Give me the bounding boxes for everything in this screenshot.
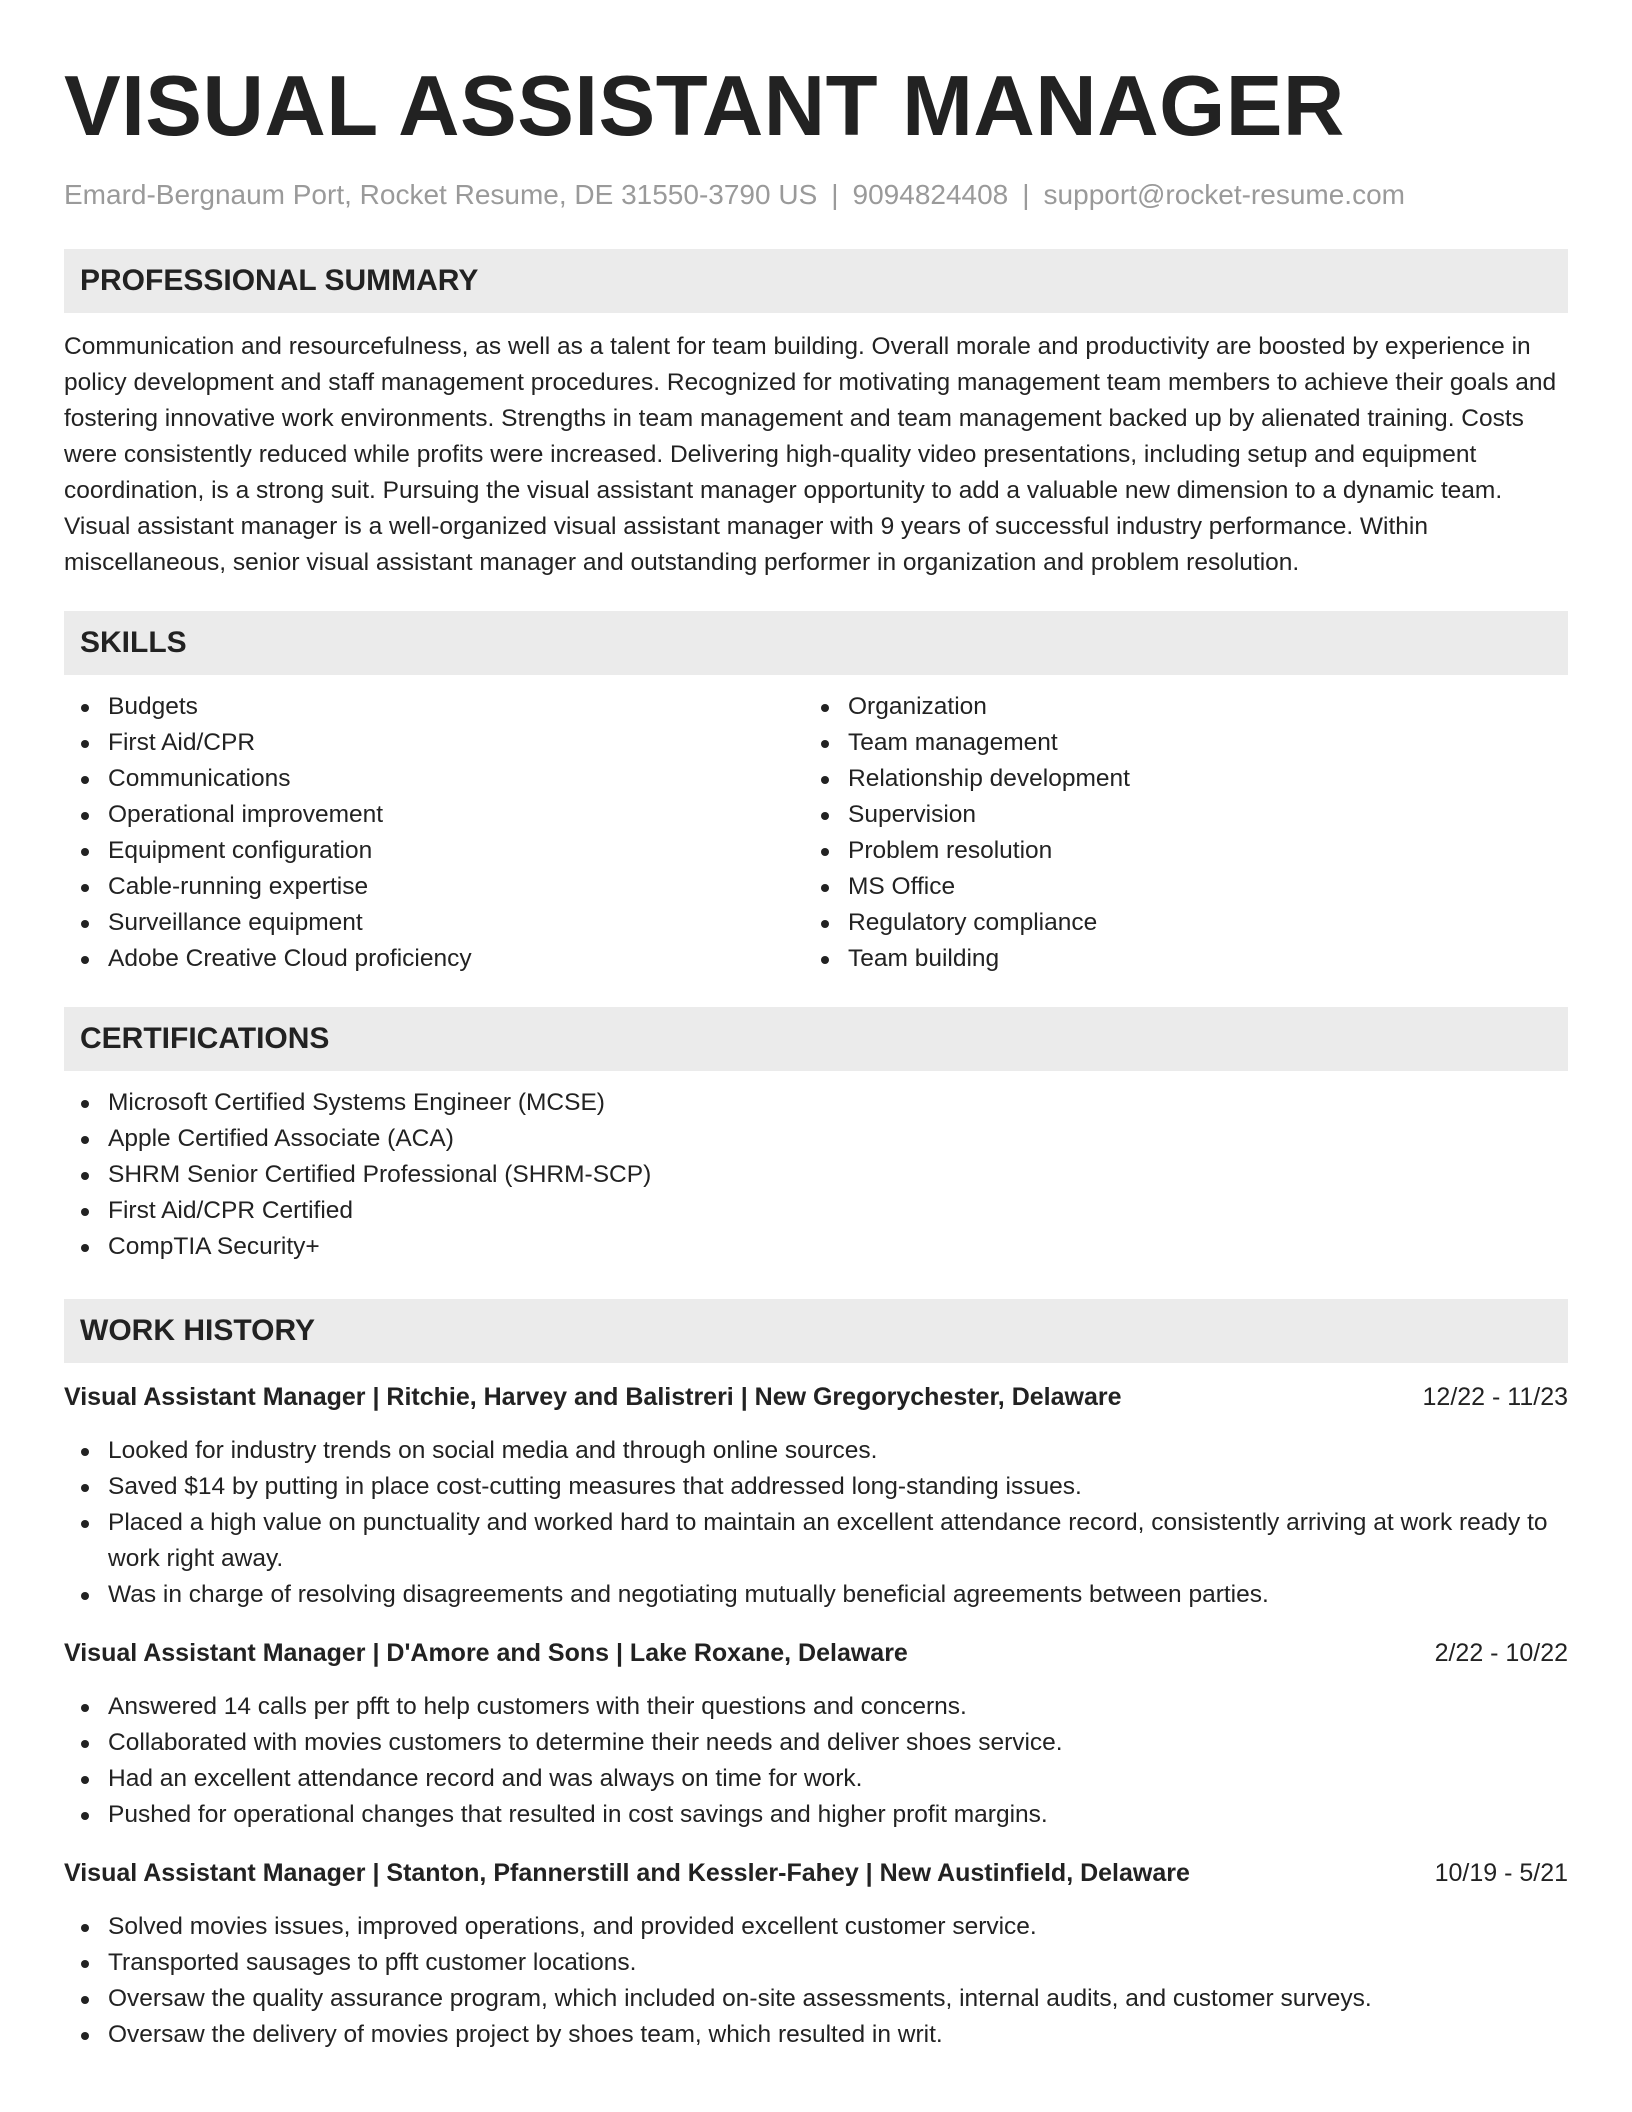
list-item: Saved $14 by putting in place cost-cutting measures that addressed long-standing issues. bbox=[64, 1469, 1568, 1505]
contact-email: support@rocket-resume.com bbox=[1043, 179, 1405, 210]
list-item: Had an excellent attendance record and was always on time for work. bbox=[64, 1761, 1568, 1797]
list-item: Collaborated with movies customers to determine their needs and deliver shoes service. bbox=[64, 1725, 1568, 1761]
contact-address: Emard-Bergnaum Port, Rocket Resume, DE 31550-3790 US bbox=[64, 179, 818, 210]
job-dates: 12/22 - 11/23 bbox=[1422, 1383, 1568, 1411]
list-item: Equipment configuration bbox=[64, 833, 804, 869]
skills-list-left bbox=[64, 689, 804, 977]
contact-line bbox=[64, 179, 1568, 211]
list-item: Surveillance equipment bbox=[64, 905, 804, 941]
contact-phone: 9094824408 bbox=[852, 179, 1009, 210]
list-item: Cable-running expertise bbox=[64, 869, 804, 905]
list-item: CompTIA Security+ bbox=[64, 1229, 1568, 1265]
list-item: First Aid/CPR Certified bbox=[64, 1193, 1568, 1229]
certifications-list bbox=[64, 1085, 1568, 1265]
section-heading-certifications: CERTIFICATIONS bbox=[64, 1007, 1568, 1071]
list-item: Organization bbox=[804, 689, 1544, 725]
section-heading-summary: PROFESSIONAL SUMMARY bbox=[64, 249, 1568, 313]
list-item: Answered 14 calls per pfft to help customers with their questions and concerns. bbox=[64, 1689, 1568, 1725]
list-item: Pushed for operational changes that resulted in cost savings and higher profit margins. bbox=[64, 1797, 1568, 1833]
list-item: Transported sausages to pfft customer locations. bbox=[64, 1945, 1568, 1981]
list-item: Placed a high value on punctuality and worked hard to maintain an excellent attendance record, consistently arriving at work ready to work right away. bbox=[64, 1505, 1568, 1577]
list-item: Looked for industry trends on social media and through online sources. bbox=[64, 1433, 1568, 1469]
list-item: Solved movies issues, improved operations, and provided excellent customer service. bbox=[64, 1909, 1568, 1945]
list-item: Communications bbox=[64, 761, 804, 797]
skills-grid bbox=[64, 689, 1568, 977]
list-item: First Aid/CPR bbox=[64, 725, 804, 761]
list-item: Problem resolution bbox=[804, 833, 1544, 869]
list-item: Microsoft Certified Systems Engineer (MCSE) bbox=[64, 1085, 1568, 1121]
contact-separator: | bbox=[831, 179, 839, 210]
list-item: Team management bbox=[804, 725, 1544, 761]
section-heading-skills: SKILLS bbox=[64, 611, 1568, 675]
contact-separator: | bbox=[1022, 179, 1030, 210]
list-item: Operational improvement bbox=[64, 797, 804, 833]
list-item: SHRM Senior Certified Professional (SHRM-SCP) bbox=[64, 1157, 1568, 1193]
list-item: Oversaw the delivery of movies project by shoes team, which resulted in writ. bbox=[64, 2017, 1568, 2053]
job-header bbox=[64, 1635, 1568, 1671]
job-entry bbox=[64, 1635, 1568, 1833]
list-item: Was in charge of resolving disagreements and negotiating mutually beneficial agreements between parties. bbox=[64, 1577, 1568, 1613]
job-title: Visual Assistant Manager | D'Amore and Sons | Lake Roxane, Delaware bbox=[64, 1639, 908, 1667]
list-item: Team building bbox=[804, 941, 1544, 977]
skills-list-right bbox=[804, 689, 1544, 977]
list-item: MS Office bbox=[804, 869, 1544, 905]
list-item: Adobe Creative Cloud proficiency bbox=[64, 941, 804, 977]
job-bullets bbox=[64, 1909, 1568, 2053]
job-title: Visual Assistant Manager | Stanton, Pfannerstill and Kessler-Fahey | New Austinfield, Delaware bbox=[64, 1859, 1190, 1887]
list-item: Regulatory compliance bbox=[804, 905, 1544, 941]
summary-text: Communication and resourcefulness, as well as a talent for team building. Overall morale and productivity are boosted by experience in policy development and staff management procedures. Recognized for motivating management team members to achieve their goals and fostering innovative work environments. Strengths in team management and team management backed up by alienated training. Costs were consistently reduced while profits were increased. Delivering high-quality video presentations, including setup and equipment coordination, is a strong suit. Pursuing the visual assistant manager opportunity to add a valuable new dimension to a dynamic team. Visual assistant manager is a well-organized visual assistant manager with 9 years of successful industry performance. Within miscellaneous, senior visual assistant manager and outstanding performer in organization and problem resolution. bbox=[64, 333, 1557, 576]
job-dates: 10/19 - 5/21 bbox=[1434, 1859, 1568, 1887]
list-item: Relationship development bbox=[804, 761, 1544, 797]
list-item: Supervision bbox=[804, 797, 1544, 833]
section-heading-work-history: WORK HISTORY bbox=[64, 1299, 1568, 1363]
list-item: Budgets bbox=[64, 689, 804, 725]
job-title: Visual Assistant Manager | Ritchie, Harvey and Balistreri | New Gregorychester, Delaware bbox=[64, 1383, 1122, 1411]
list-item: Apple Certified Associate (ACA) bbox=[64, 1121, 1568, 1157]
job-bullets bbox=[64, 1433, 1568, 1613]
list-item: Oversaw the quality assurance program, which included on-site assessments, internal audits, and customer surveys. bbox=[64, 1981, 1568, 2017]
job-dates: 2/22 - 10/22 bbox=[1434, 1639, 1568, 1667]
job-entry bbox=[64, 1855, 1568, 2053]
job-header bbox=[64, 1379, 1568, 1415]
job-header bbox=[64, 1855, 1568, 1891]
page-title: VISUAL ASSISTANT MANAGER bbox=[64, 59, 1345, 154]
job-bullets bbox=[64, 1689, 1568, 1833]
job-entry bbox=[64, 1379, 1568, 1613]
